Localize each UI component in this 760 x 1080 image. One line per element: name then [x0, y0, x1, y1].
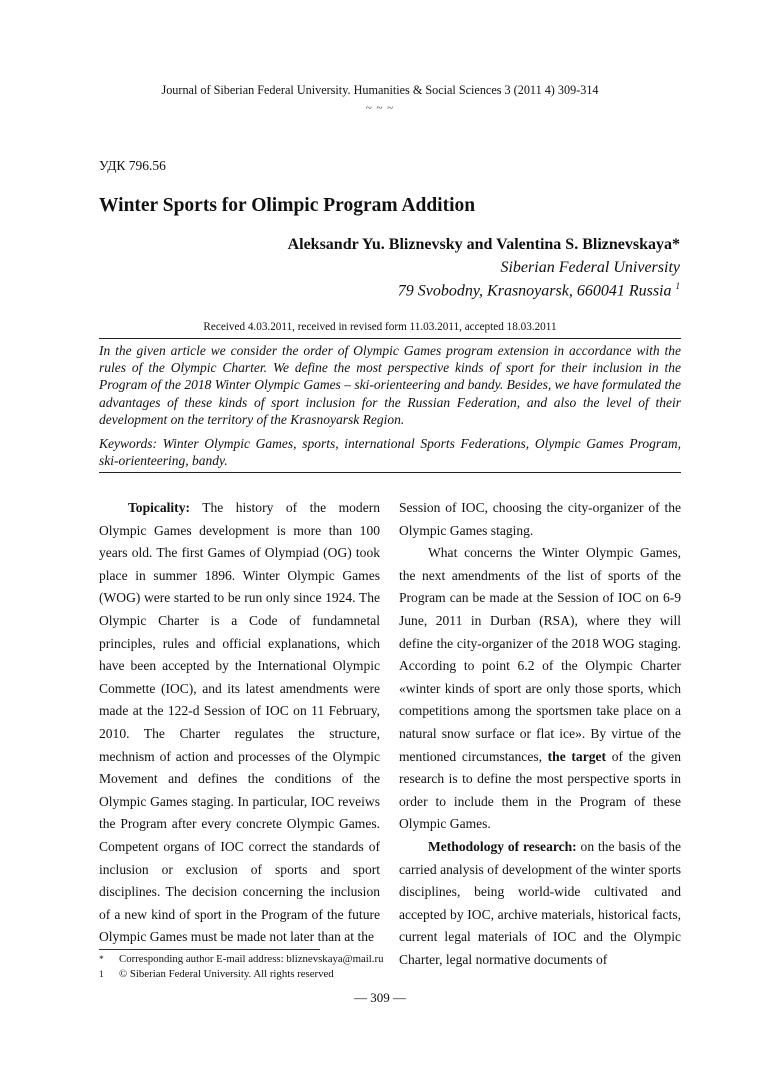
udk-code: УДК 796.56	[99, 158, 166, 173]
paragraph-winter-games	[399, 542, 681, 836]
methodology-text: on the basis of the carried analysis of development of the winter sports disciplines, being world-wide cultivated and accepted by IOC, archive materials, historical facts, current legal materials of IOC and the Olympic Charter, legal normative documents of	[399, 838, 682, 967]
received-dates: Received 4.03.2011, received in revised form 11.03.2011, accepted 18.03.2011	[203, 321, 557, 333]
footnote-copyright	[99, 968, 334, 980]
paragraph-methodology	[399, 836, 681, 972]
affiliation-name: Siberian Federal University	[500, 259, 680, 276]
target-bold: the target	[547, 748, 607, 764]
methodology-label: Methodology of research:	[428, 838, 577, 854]
header-ornament: ~ ~ ~	[365, 102, 395, 114]
authors: Aleksandr Yu. Bliznevsky and Valentina S. Bliznevskaya*	[287, 236, 680, 253]
keywords: Keywords: Winter Olympic Games, sports, international Sports Federations, Olympic Games Program, ski-orienteering, bandy.	[99, 436, 681, 469]
footnote-text: © Siberian Federal University. All rights reserved	[119, 968, 334, 980]
body-column-right	[399, 497, 681, 971]
affiliation-footnote-mark: 1	[675, 281, 680, 291]
abstract-top-rule	[99, 338, 681, 339]
footnote-corresponding	[99, 953, 384, 965]
affiliation-address	[398, 281, 680, 300]
journal-header: Journal of Siberian Federal University. Humanities & Social Sciences 3 (2011 4) 309-314	[161, 83, 599, 97]
topicality-text: The history of the modern Olympic Games development is more than 100 years old. The first Games of Olympiad (OG) took place in summer 1896. Winter Olympic Games (WOG) were started to be run only since 1924. The Olympic Charter is a Code of fundamnetal principles, rules and official explanations, which have been accepted by the International Olympic Commette (IOC), and its latest amendments were made at the 122-d Session of IOC on 11 February, 2010. The Charter regulates the structure, mechnism of action and processes of the Olympic Movement and defines the conditions of the Olympic Games staging. In particular, IOC reveiws the Program after every concrete Olympic Games. Competent organs of IOC correct the standards of inclusion or exclusion of sports and sport disciplines. The decision concerning the inclusion of a new kind of sport in the Program of the future Olympic Games must be made not later than at the	[99, 500, 380, 945]
page-number: — 309 —	[354, 990, 406, 1005]
paragraph-topicality	[99, 497, 380, 949]
affiliation-address-text: 79 Svobodny, Krasnoyarsk, 660041 Russia	[397, 282, 672, 300]
abstract: In the given article we consider the order of Olympic Games program extension in accordance with the rules of the Olympic Charter. We define the most perspective kinds of sport for their inclusion in the Program of the 2018 Winter Olympic Games – ski-orienteering and bandy. Besides, we have formulated the advantages of these kinds of sport inclusion for the Russian Federation, and also the level of their development on the territory of the Krasnoyarsk Region.	[99, 343, 681, 427]
footnote-mark: *	[99, 955, 104, 965]
body-column-left	[99, 497, 380, 949]
paragraph-continued: Session of IOC, choosing the city-organizer of the Olympic Games staging.	[399, 500, 681, 538]
winter-games-text-b: of the given research is to define the most perspective sports in order to include them in the Program of these Olympic Games.	[399, 748, 681, 832]
winter-games-text-a: What concerns the Winter Olympic Games, the next amendments of the list of sports of the Program can be made at the Session of IOC on 6-9 June, 2011 in Durban (RSA), where they will define the city-organizer of the 2018 WOG staging. According to point 6.2 of the Olympic Charter «winter kinds of sport are only those sports, which competitions among the sportsmen take place on a natural snow surface or flat ice». By virtue of the mentioned circumstances,	[399, 545, 681, 764]
article-title: Winter Sports for Olimpic Program Addition	[99, 195, 476, 216]
footnote-mark: 1	[99, 970, 104, 980]
abstract-bottom-rule	[99, 472, 681, 473]
footnote-text: Corresponding author E-mail address: bliznevskaya@mail.ru	[119, 953, 384, 965]
footnote-rule	[99, 949, 320, 950]
topicality-label: Topicality:	[128, 500, 190, 515]
